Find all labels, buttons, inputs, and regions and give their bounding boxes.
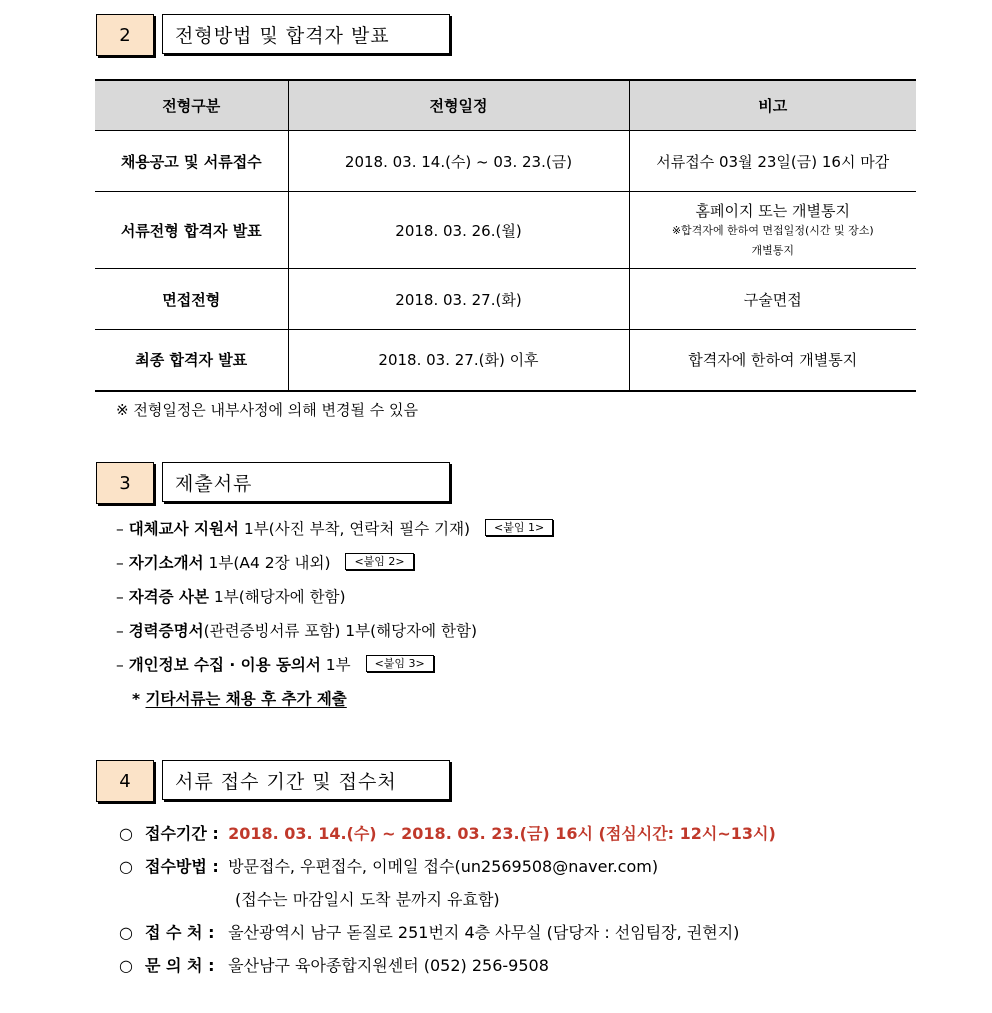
section-number: 3 xyxy=(96,462,154,504)
section-number: 4 xyxy=(96,760,154,802)
note-cell: 구술면접 xyxy=(629,269,916,330)
extra-documents-note: * 기타서류는 채용 후 추가 제출 xyxy=(132,690,347,708)
note-cell: 서류접수 03월 23일(금) 16시 마감 xyxy=(629,131,916,192)
period-value: 2018. 03. 14.(수) ~ 2018. 03. 23.(금) 16시 (점심시간: 12시~13시) xyxy=(228,824,776,843)
document-detail: 1부(해당자에 한함) xyxy=(208,588,346,606)
stage-cell: 최종 합격자 발표 xyxy=(95,330,288,391)
attachment-badge: <붙임 2> xyxy=(345,553,413,570)
date-cell: 2018. 03. 27.(화) xyxy=(288,269,629,330)
list-item: – 대체교사 지원서 1부(사진 부착, 연락처 필수 기재) <붙임 1> xyxy=(116,515,553,549)
circle-icon: ○ xyxy=(119,824,133,843)
document-name: 경력증명서 xyxy=(128,622,204,640)
document-detail: (관련증빙서류 포함) 1부(해당자에 한함) xyxy=(203,622,477,640)
list-item: – 자격증 사본 1부(해당자에 한함) xyxy=(116,588,346,606)
section-title: 서류 접수 기간 및 접수처 xyxy=(162,760,450,800)
column-header: 비고 xyxy=(629,80,916,131)
document-detail: 1부(A4 2장 내외) xyxy=(203,554,331,572)
schedule-table xyxy=(95,79,916,392)
document-name: 개인정보 수집 · 이용 동의서 xyxy=(128,656,321,674)
document-detail: 1부(사진 부착, 연락처 필수 기재) xyxy=(238,520,471,538)
date-cell: 2018. 03. 14.(수) ~ 03. 23.(금) xyxy=(288,131,629,192)
note-cell xyxy=(629,192,916,269)
table-row xyxy=(95,330,916,391)
note-sub: 개별통지 xyxy=(751,243,794,257)
table-row xyxy=(95,131,916,192)
note-cell: 합격자에 한하여 개별통지 xyxy=(629,330,916,391)
contact-value: 울산남구 육아종합지원센터 (052) 256-9508 xyxy=(228,956,549,975)
column-header: 전형일정 xyxy=(288,80,629,131)
column-header: 전형구분 xyxy=(95,80,288,131)
document-list xyxy=(116,515,553,719)
stage-cell: 채용공고 및 서류접수 xyxy=(95,131,288,192)
attachment-badge: <붙임 3> xyxy=(366,655,434,672)
section-number: 2 xyxy=(96,14,154,56)
circle-icon: ○ xyxy=(119,956,133,975)
date-cell: 2018. 03. 27.(화) 이후 xyxy=(288,330,629,391)
document-name: 자기소개서 xyxy=(128,554,204,572)
document-name: 대체교사 지원서 xyxy=(128,520,239,538)
schedule-note: ※ 전형일정은 내부사정에 의해 변경될 수 있음 xyxy=(116,401,418,419)
method-value: 방문접수, 우편접수, 이메일 접수(un2569508@naver.com) xyxy=(228,857,659,876)
contact-row: ○ 문 의 처 : 울산남구 육아종합지원센터 (052) 256-9508 xyxy=(119,952,776,985)
list-item: – 자기소개서 1부(A4 2장 내외) <붙임 2> xyxy=(116,549,553,583)
method-note: (접수는 마감일시 도착 분까지 유효함) xyxy=(235,890,500,909)
document-name: 자격증 사본 xyxy=(128,588,209,606)
circle-icon: ○ xyxy=(119,923,133,942)
stage-cell: 면접전형 xyxy=(95,269,288,330)
note-sub: ※합격자에 한하여 면접일정(시간 및 장소) xyxy=(671,223,874,237)
attachment-badge: <붙임 1> xyxy=(485,519,553,536)
table-header-row xyxy=(95,80,916,131)
stage-cell: 서류전형 합격자 발표 xyxy=(95,192,288,269)
note-main: 홈페이지 또는 개별통지 xyxy=(695,201,850,220)
application-info xyxy=(119,820,776,985)
place-row: ○ 접 수 처 : 울산광역시 남구 돋질로 251번지 4층 사무실 (담당자 : 선임팀장, 권현지) xyxy=(119,919,776,952)
table-row xyxy=(95,269,916,330)
circle-icon: ○ xyxy=(119,857,133,876)
table-row xyxy=(95,192,916,269)
place-value: 울산광역시 남구 돋질로 251번지 4층 사무실 (담당자 : 선임팀장, 권현지) xyxy=(228,923,740,942)
period-row: ○ 접수기간 : 2018. 03. 14.(수) ~ 2018. 03. 23.(금) 16시 (점심시간: 12시~13시) xyxy=(119,820,776,853)
method-note-row xyxy=(119,886,776,919)
section-title: 전형방법 및 합격자 발표 xyxy=(162,14,450,54)
list-item: – 개인정보 수집 · 이용 동의서 1부 <붙임 3> xyxy=(116,651,553,685)
date-cell: 2018. 03. 26.(월) xyxy=(288,192,629,269)
list-item: – 경력증명서(관련증빙서류 포함) 1부(해당자에 한함) xyxy=(116,622,477,640)
document-detail: 1부 xyxy=(320,656,351,674)
method-row: ○ 접수방법 : 방문접수, 우편접수, 이메일 접수(un2569508@naver.com) xyxy=(119,853,776,886)
section-title: 제출서류 xyxy=(162,462,450,502)
